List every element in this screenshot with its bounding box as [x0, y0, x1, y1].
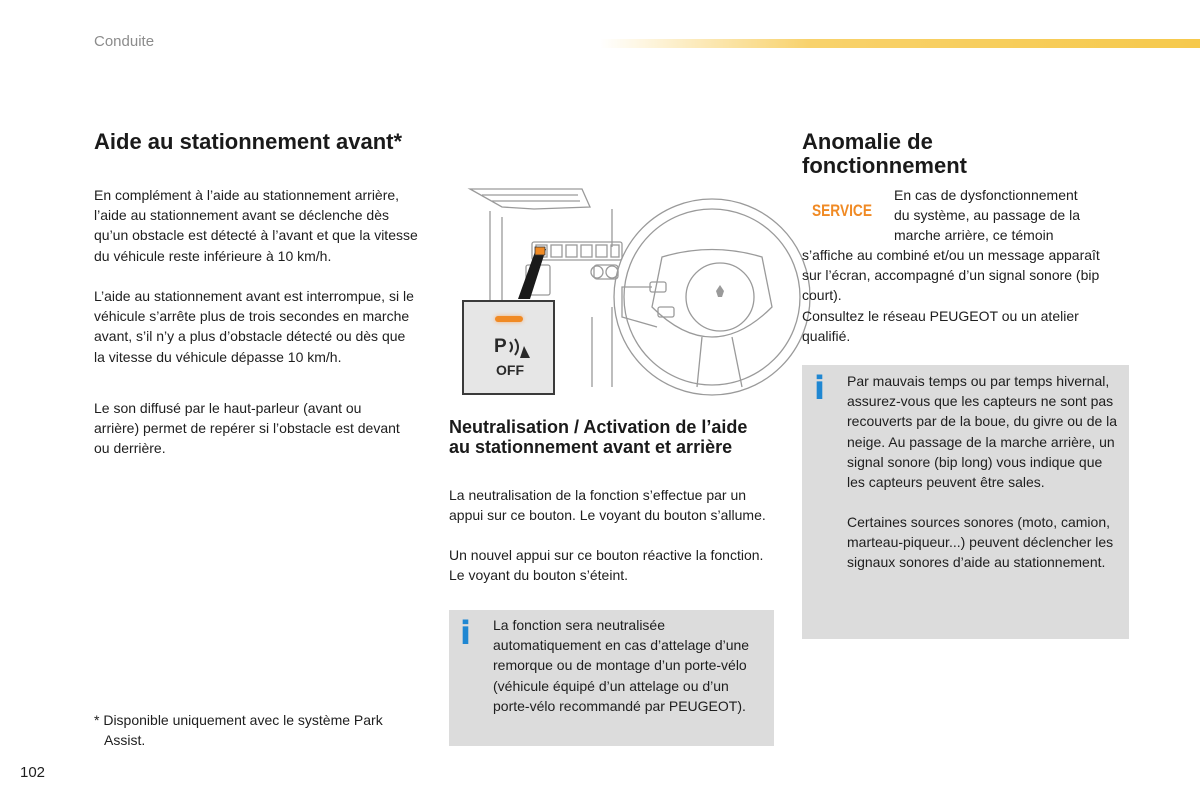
right-info-text-2: Certaines sources sonores (moto, camion, marteau-piqueur...) peuvent déclencher les signaux sonores d’aide au stationnement.: [847, 514, 1114, 571]
footnote-line-2: Assist.: [104, 732, 146, 749]
right-info-box: [802, 365, 1129, 639]
parking-aid-off-button: [462, 300, 555, 395]
footnote: [94, 710, 424, 750]
right-info-text-1: Par mauvais temps ou par temps hivernal, assurez-vous que les capteurs ne sont pas recouverts par de la boue, du givre ou de la neige. Au passage de la marche arrière, un signal sonore (bip long) vous indique que les capteurs peuvent être sales.: [847, 373, 1118, 491]
left-paragraph-3: Le son diffusé par le haut-parleur (avant ou arrière) permet de repérer si l’obstacle est devant ou derrière.: [94, 400, 400, 457]
header-accent-bar: [600, 39, 1200, 48]
middle-info-text: La fonction sera neutralisée automatiquement en cas d’attelage d’une remorque ou de montage d’un porte-vélo (véhicule équipé d’un attelage ou d’un porte-vélo recommandé par PEUGEOT).: [493, 617, 750, 714]
svg-text:SERVICE: SERVICE: [812, 201, 872, 220]
off-label: OFF: [496, 362, 524, 378]
right-paragraph-2: Consultez le réseau PEUGEOT ou un atelier qualifié.: [802, 308, 1079, 345]
indicator-light: [495, 316, 523, 322]
right-paragraph-1a: En cas de dysfonctionnement du système, au passage de la marche arrière, ce témoin: [894, 187, 1081, 244]
footnote-line-1: * Disponible uniquement avec le système Park: [94, 712, 383, 728]
info-icon: i: [460, 614, 471, 652]
middle-title: Neutralisation / Activation de l’aide au stationnement avant et arrière: [449, 417, 748, 457]
right-paragraph-1b: s’affiche au combiné et/ou un message apparaît sur l’écran, accompagné d’un signal sonore (bip court).: [802, 247, 1100, 304]
parking-sensor-icon: P: [494, 336, 534, 360]
page-number: 102: [20, 764, 46, 781]
middle-paragraph-1: La neutralisation de la fonction s’effectue par un appui sur ce bouton. Le voyant du bouton s’allume.: [449, 487, 766, 524]
middle-info-box: [449, 610, 774, 746]
section-label: Conduite: [94, 33, 155, 50]
info-icon: i: [814, 369, 825, 407]
left-paragraph-1: En complément à l’aide au stationnement arrière, l’aide au stationnement avant se déclenche dès qu’un obstacle est détecté à l’avant et que la vitesse du véhicule reste inférieure à 10 km/h.: [94, 187, 418, 264]
right-title: Anomalie de fonctionnement: [802, 129, 967, 178]
left-title: Aide au stationnement avant*: [94, 129, 403, 154]
middle-paragraph-2: Un nouvel appui sur ce bouton réactive la fonction. Le voyant du bouton s’éteint.: [449, 547, 764, 584]
left-paragraph-2: L’aide au stationnement avant est interrompue, si le véhicule s’arrête plus de trois secondes en marche avant, s’il n’y a plus d’obstacle détecté ou dès que la vitesse du véhicule dépasse 10 km/h.: [94, 288, 414, 365]
service-warning-icon: [806, 194, 876, 226]
